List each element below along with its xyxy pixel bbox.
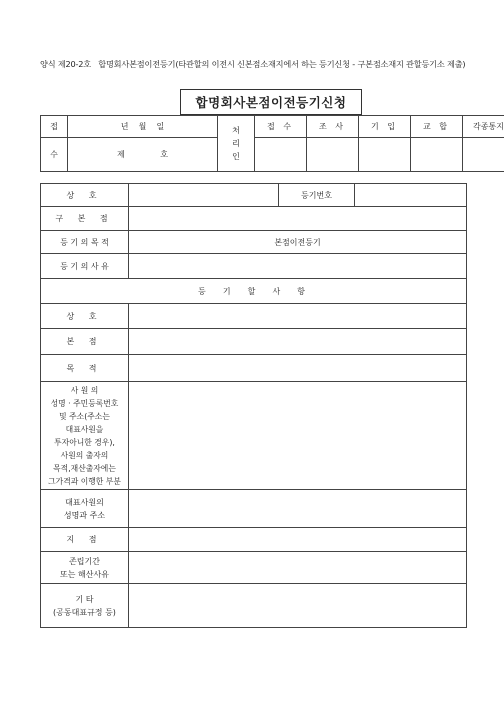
process-stamp-label: 처 리 인 [218, 116, 255, 172]
matters-header: 등 기 할 사 항 [41, 279, 467, 304]
col-notice: 각종통지 [463, 116, 504, 138]
m-branch-field[interactable] [129, 528, 467, 552]
m-members-field[interactable] [129, 382, 467, 490]
m-purpose-label: 목 적 [41, 355, 129, 382]
m-rep-label: 대표사원의 성명과 주소 [41, 490, 129, 528]
reg-number-field[interactable] [355, 184, 467, 207]
m-other-field[interactable] [129, 584, 467, 628]
old-head-office-field[interactable] [129, 207, 467, 231]
m-duration-field[interactable] [129, 552, 467, 584]
m-head-office-field[interactable] [129, 329, 467, 355]
purpose-value[interactable]: 본점이전등기 [129, 231, 467, 254]
old-head-office-label: 구 본 점 [41, 207, 129, 231]
reg-number-label: 등기번호 [279, 184, 355, 207]
cell-entry[interactable] [359, 138, 411, 172]
form-header [40, 57, 470, 71]
m-trade-name-field[interactable] [129, 304, 467, 329]
reason-field[interactable] [129, 254, 467, 279]
m-members-label: 사 원 의 성명 · 주민등록번호 및 주소(주소는 대표사원을 투자아니한 경우), 사원의 출자의 목적,재산출자에는 그가격과 이행한 부분 [41, 382, 129, 490]
m-duration-label: 존립기간 또는 해산사유 [41, 552, 129, 584]
cell-review[interactable] [307, 138, 359, 172]
m-branch-label: 지 점 [41, 528, 129, 552]
col-review: 조 사 [307, 116, 359, 138]
receipt-table [40, 115, 504, 172]
receipt-date-label: 년 월 일 [68, 116, 218, 138]
purpose-label: 등 기 의 목 적 [41, 231, 129, 254]
form-title: 합명회사본점이전등기신청 [180, 89, 362, 115]
col-entry: 기 입 [359, 116, 411, 138]
form-label: 양식 제20-2호 [40, 59, 92, 69]
receipt-label: 접 [41, 116, 68, 138]
trade-name-label: 상 호 [41, 184, 129, 207]
m-rep-field[interactable] [129, 490, 467, 528]
cell-receipt[interactable] [255, 138, 307, 172]
m-trade-name-label: 상 호 [41, 304, 129, 329]
cell-verify[interactable] [411, 138, 463, 172]
m-purpose-field[interactable] [129, 355, 467, 382]
col-receipt: 접 수 [255, 116, 307, 138]
m-other-label: 기 타 (공동대표규정 등) [41, 584, 129, 628]
receipt-label-2: 수 [41, 138, 68, 172]
form-description: 합명회사본점이전등기(타관할의 이전시 신본점소재지에서 하는 등기신청 - 구본점소재지 관할등기소 제출) [98, 59, 466, 69]
m-head-office-label: 본 점 [41, 329, 129, 355]
receipt-number-label: 제 호 [68, 138, 218, 172]
application-table [40, 183, 467, 628]
col-verify: 교 합 [411, 116, 463, 138]
cell-notice[interactable] [463, 138, 504, 172]
trade-name-field[interactable] [129, 184, 279, 207]
reason-label: 등 기 의 사 유 [41, 254, 129, 279]
